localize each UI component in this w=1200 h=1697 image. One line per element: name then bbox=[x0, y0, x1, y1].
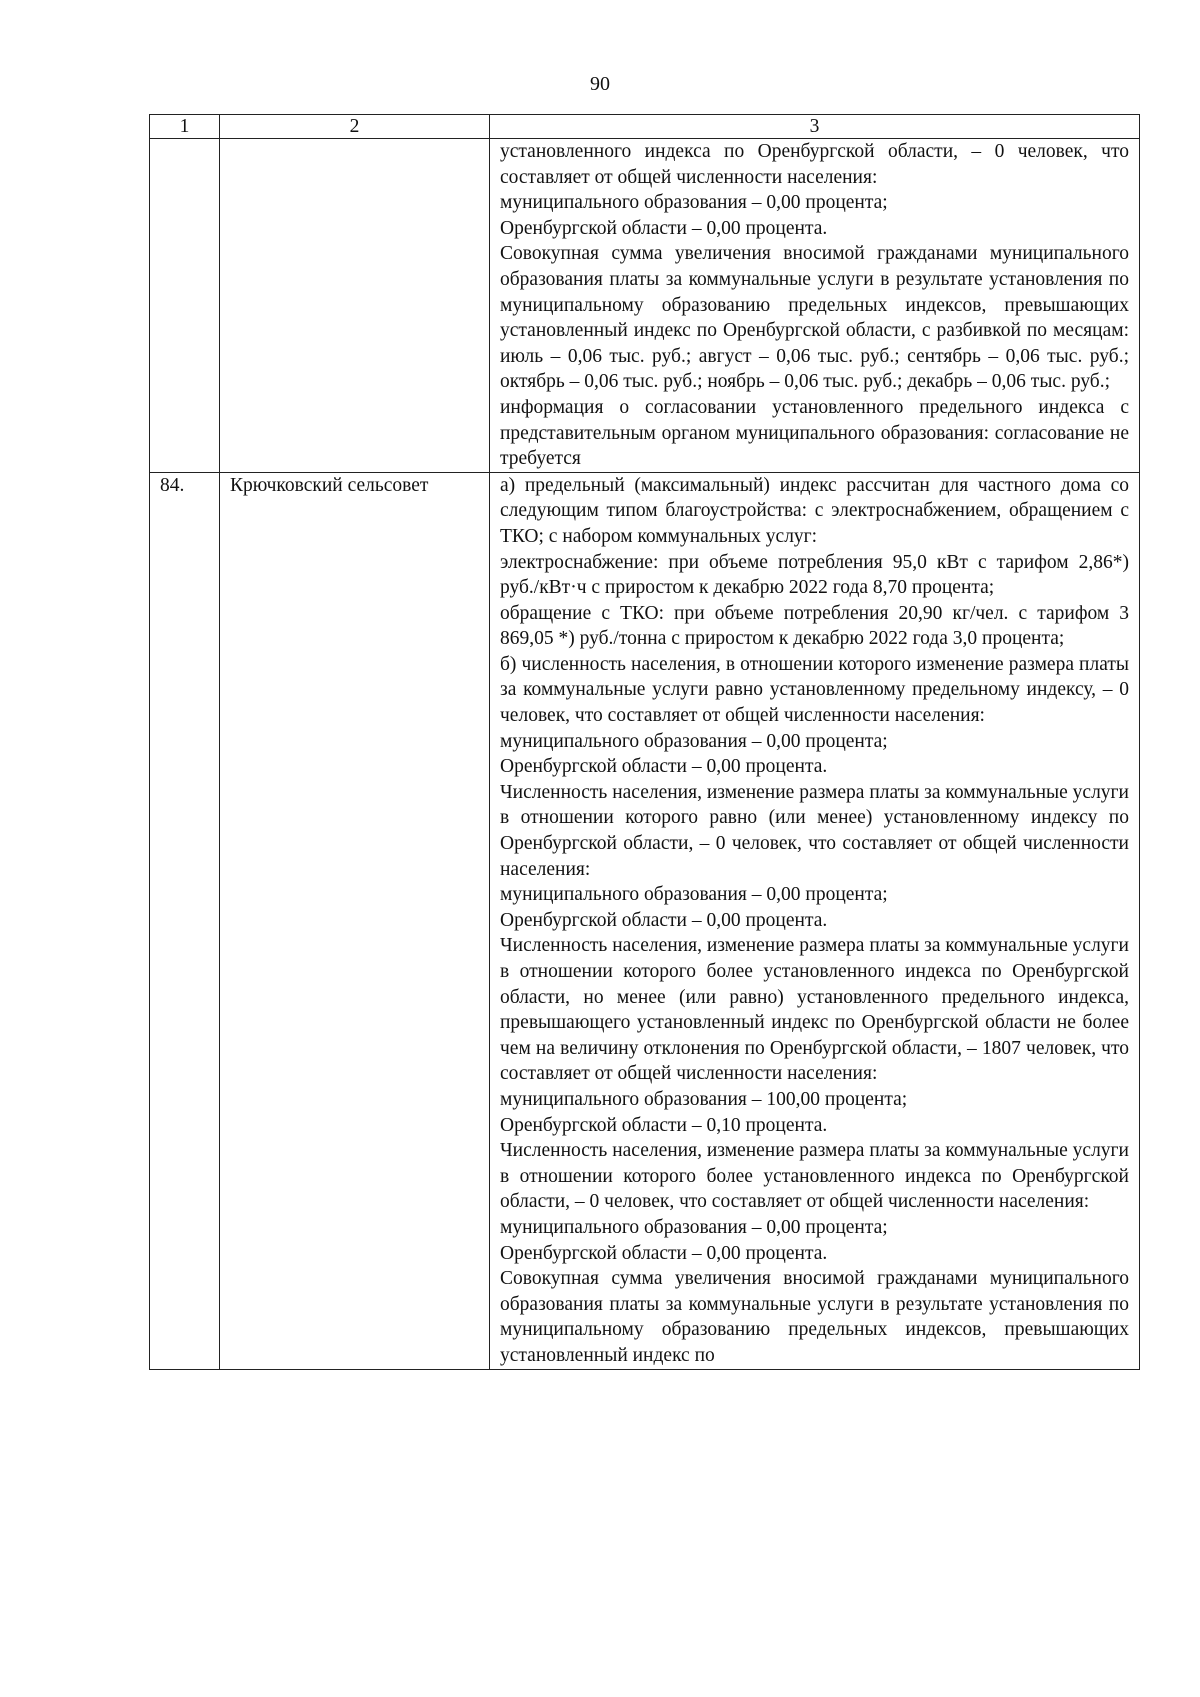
table-row bbox=[150, 139, 1140, 473]
description-paragraph: электроснабжение: при объеме потребления 95,0 кВт с тарифом 2,86*) руб./кВт·ч с приростом к декабрю 2022 года 8,70 процента; bbox=[500, 551, 1129, 599]
description-paragraph: муниципального образования – 0,00 процента; bbox=[500, 730, 888, 752]
description-paragraph: Численность населения, изменение размера платы за коммунальные услуги в отношении которого более установленного индекса по Оренбургской области, – 0 человек, что составляет от общей численности населения: bbox=[500, 1140, 1129, 1213]
description-paragraph: Оренбургской области – 0,00 процента. bbox=[500, 909, 828, 931]
description-paragraph: Численность населения, изменение размера платы за коммунальные услуги в отношении которого более установленного индекса по Оренбургской области, но менее (или равно) установленного предельного индекса, превышающего установленный индекс по Оренбургской области не более чем на величину отклонения по Оренбургской области, – 1807 человек, что составляет от общей численности населения: bbox=[500, 935, 1129, 1085]
description-paragraph: Совокупная сумма увеличения вносимой гражданами муниципального образования платы за коммунальные услуги в результате установления по муниципальному образованию предельных индексов, превышающих установленный индекс по bbox=[500, 1268, 1129, 1366]
column-header-3: 3 bbox=[490, 115, 1140, 139]
row-number: 84. bbox=[150, 472, 220, 1369]
description-paragraph: муниципального образования – 0,00 процента; bbox=[500, 192, 888, 214]
description-paragraph: Совокупная сумма увеличения вносимой гражданами муниципального образования платы за коммунальные услуги в результате установления по муниципальному образованию предельных индексов, превышающих установленный индекс по Оренбургской области, с разбивкой по месяцам: июль – 0,06 тыс. руб.; август – 0,06 тыс. руб.; сентябрь – 0,06 тыс. руб.; октябрь – 0,06 тыс. руб.; ноябрь – 0,06 тыс. руб.; декабрь – 0,06 тыс. руб.; bbox=[500, 243, 1129, 393]
description-paragraph: Оренбургской области – 0,10 процента. bbox=[500, 1114, 828, 1136]
description-paragraph: Оренбургской области – 0,00 процента. bbox=[500, 756, 828, 778]
municipality-name bbox=[220, 139, 490, 473]
table-header-row bbox=[150, 115, 1140, 139]
description-paragraph: муниципального образования – 100,00 процента; bbox=[500, 1088, 908, 1110]
description-paragraph: а) предельный (максимальный) индекс рассчитан для частного дома со следующим типом благоустройства: с электроснабжением, обращением с ТКО; с набором коммунальных услуг: bbox=[500, 474, 1129, 547]
row-description bbox=[490, 139, 1140, 473]
description-paragraph: обращение с ТКО: при объеме потребления 20,90 кг/чел. с тарифом 3 869,05 *) руб./тонна с приростом к декабрю 2022 года 3,0 процента; bbox=[500, 602, 1129, 650]
column-header-2: 2 bbox=[220, 115, 490, 139]
municipality-name: Крючковский сельсовет bbox=[220, 472, 490, 1369]
row-number bbox=[150, 139, 220, 473]
table-row bbox=[150, 472, 1140, 1369]
description-paragraph: Численность населения, изменение размера платы за коммунальные услуги в отношении которого равно (или менее) установленному индексу по Оренбургской области, – 0 человек, что составляет от общей численности населения: bbox=[500, 781, 1129, 880]
description-paragraph: муниципального образования – 0,00 процента; bbox=[500, 1216, 888, 1238]
description-paragraph: б) численность населения, в отношении которого изменение размера платы за коммунальные услуги равно установленному предельному индексу, – 0 человек, что составляет от общей численности населения: bbox=[500, 653, 1129, 727]
description-paragraph: муниципального образования – 0,00 процента; bbox=[500, 884, 888, 906]
description-paragraph: информация о согласовании установленного предельного индекса с представительным органом муниципального образования: согласование не требуется bbox=[500, 396, 1129, 470]
description-paragraph: Оренбургской области – 0,00 процента. bbox=[500, 217, 828, 239]
page-number: 90 bbox=[590, 73, 610, 95]
column-header-1: 1 bbox=[150, 115, 220, 139]
description-paragraph: установленного индекса по Оренбургской области, – 0 человек, что составляет от общей численности населения: bbox=[500, 141, 1129, 188]
tariff-index-table bbox=[149, 114, 1140, 1370]
row-description bbox=[490, 472, 1140, 1369]
description-paragraph: Оренбургской области – 0,00 процента. bbox=[500, 1242, 828, 1264]
